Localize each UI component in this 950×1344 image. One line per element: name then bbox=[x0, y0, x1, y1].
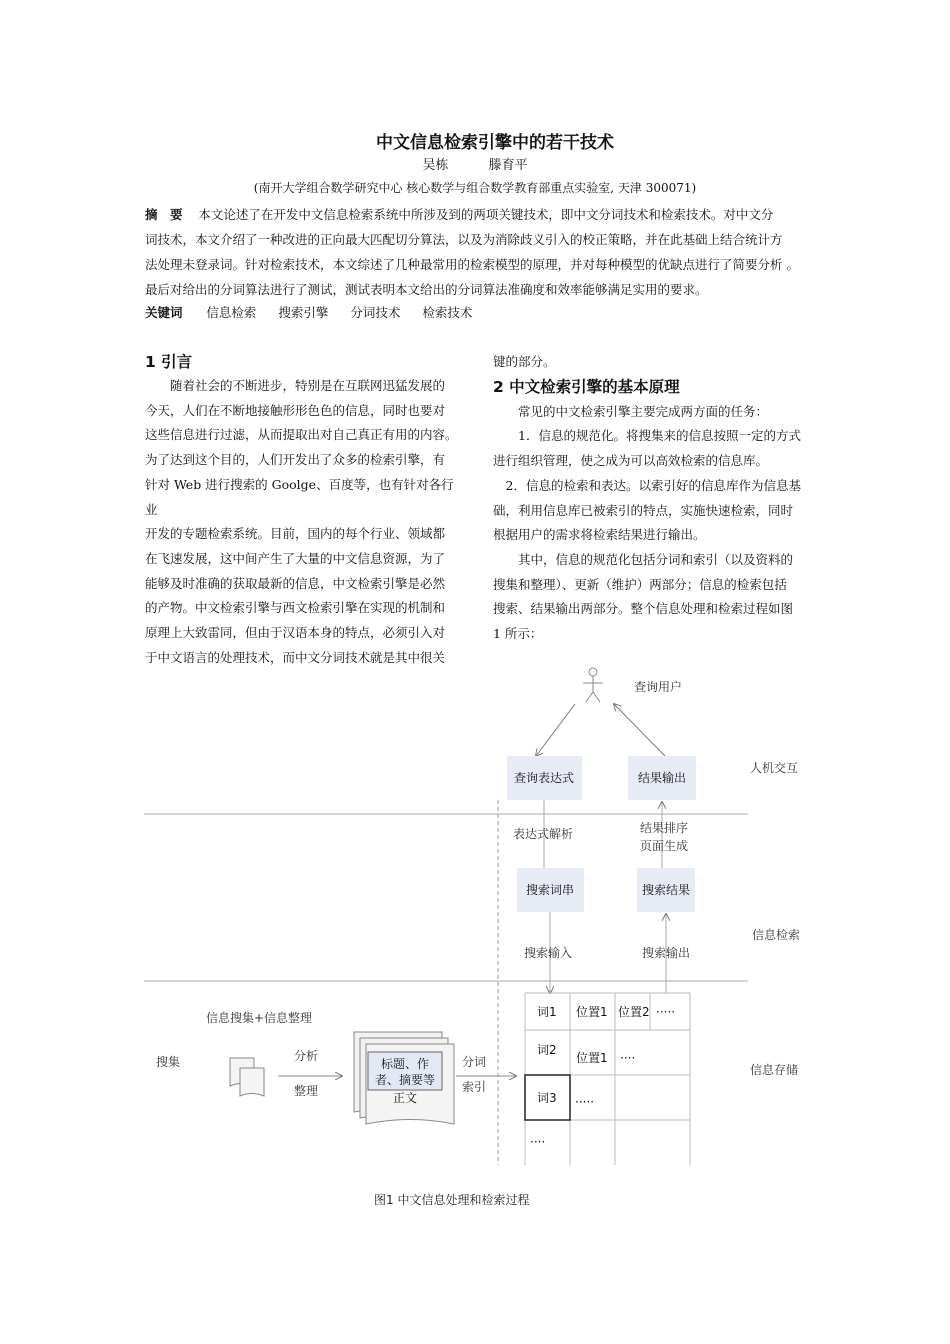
body-line: 针对 Web 进行搜索的 Goolge、百度等，也有针对各行业 bbox=[145, 476, 454, 517]
table-cell: 位置2 bbox=[618, 1005, 650, 1019]
table-cell: ···· bbox=[620, 1051, 636, 1065]
body-line: 键的部分。 bbox=[493, 354, 556, 369]
search-output-label: 搜索输出 bbox=[642, 946, 691, 960]
keyword: 检索技术 bbox=[422, 305, 473, 320]
documents-icon bbox=[230, 1058, 264, 1096]
keywords-label: 关键词 bbox=[145, 305, 183, 320]
body-line: 随着社会的不断进步，特别是在互联网迅猛发展的 bbox=[170, 378, 446, 393]
abstract-line: 法处理未登录词。针对检索技术，本文综述了几种最常用的检索模型的原理，并对每种模型的优缺点进行了简要分析 。 bbox=[145, 257, 799, 272]
arrow bbox=[536, 704, 575, 756]
table-cell: ····· bbox=[656, 1005, 676, 1019]
body-line: 的产物。中文检索引擎与西文检索引擎在实现的机制和 bbox=[145, 600, 446, 616]
left-column bbox=[145, 350, 463, 670]
doc-text-2: 者、摘要等 bbox=[374, 1073, 436, 1087]
doc-text-3: 正文 bbox=[392, 1091, 418, 1105]
body-line: 于中文语言的处理技术，而中文分词技术就是其中很关 bbox=[145, 649, 446, 665]
section1-heading: 1 引言 bbox=[145, 353, 193, 371]
collect-title: 信息搜集+信息整理 bbox=[206, 1011, 313, 1025]
user-icon bbox=[583, 668, 603, 702]
body-line: 原理上大致雷同，但由于汉语本身的特点，必须引入对 bbox=[145, 625, 446, 641]
organize-label: 整理 bbox=[294, 1084, 319, 1098]
body-line: 常见的中文检索引擎主要完成两方面的任务： bbox=[518, 403, 769, 419]
layer-interaction-label: 人机交互 bbox=[750, 761, 799, 775]
arrow bbox=[614, 704, 665, 756]
body-line: 在飞速发展，这中间产生了大量的中文信息资源，为了 bbox=[145, 550, 446, 566]
body-line: 础，利用信息库已被索引的特点，实施快速检索，同时 bbox=[493, 502, 794, 518]
keywords bbox=[145, 303, 813, 323]
table-cell: 词2 bbox=[537, 1043, 557, 1057]
analyze-label: 分析 bbox=[294, 1049, 319, 1063]
author-2: 滕育平 bbox=[488, 158, 528, 173]
authors bbox=[0, 154, 950, 173]
body-line: 1．信息的规范化。将搜集来的信息按照一定的方式 bbox=[518, 428, 801, 444]
abstract-line: 最后对给出的分词算法进行了测试，测试表明本文给出的分词算法准确度和效率能够满足实用的要求。 bbox=[145, 282, 708, 297]
figure-caption: 图1 中文信息处理和检索过程 bbox=[374, 1193, 530, 1207]
page-gen-label: 页面生成 bbox=[640, 839, 689, 853]
doc-text-1: 标题、作 bbox=[380, 1057, 430, 1071]
body-line: 搜索、结果输出两部分。整个信息处理和检索过程如图 bbox=[493, 601, 794, 617]
abstract-label: 摘 要 bbox=[145, 207, 183, 222]
table-cell: ····· bbox=[575, 1095, 595, 1109]
paper-title: 中文信息检索引擎中的若干技术 bbox=[376, 133, 614, 153]
collect-label: 搜集 bbox=[156, 1055, 181, 1069]
parse-label: 表达式解析 bbox=[513, 827, 574, 841]
segment-label: 分词 bbox=[462, 1055, 487, 1069]
search-input-label: 搜索输入 bbox=[524, 946, 573, 960]
table-cell: 位置1 bbox=[576, 1051, 608, 1065]
result-output-label: 结果输出 bbox=[637, 771, 687, 785]
abstract bbox=[145, 202, 813, 302]
body-line: 今天，人们在不断地接触形形色色的信息，同时也要对 bbox=[145, 402, 446, 418]
sort-label: 结果排序 bbox=[640, 821, 689, 835]
table-cell: 位置1 bbox=[576, 1005, 608, 1019]
keyword: 搜索引擎 bbox=[278, 305, 329, 320]
body-line: 根据用户的需求将检索结果进行输出。 bbox=[493, 527, 706, 543]
table-cell: 词3 bbox=[537, 1091, 557, 1105]
body-line: 能够及时准确的获取最新的信息，中文检索引擎是必然 bbox=[145, 575, 446, 591]
search-results-label: 搜索结果 bbox=[641, 883, 691, 897]
search-words-label: 搜索词串 bbox=[525, 883, 575, 897]
keyword: 分词技术 bbox=[350, 305, 401, 320]
body-line: 进行组织管理，使之成为可以高效检索的信息库。 bbox=[493, 453, 769, 469]
abstract-line: 本文论述了在开发中文信息检索系统中所涉及到的两项关键技术，即中文分词技术和检索技术。对中文分 bbox=[198, 207, 774, 222]
body-line: 开发的专题检索系统。目前，国内的每个行业、领域都 bbox=[145, 526, 446, 542]
body-line: 其中，信息的规范化包括分词和索引（以及资料的 bbox=[518, 551, 794, 567]
body-line: 这些信息进行过滤，从而提取出对自己真正有用的内容。 bbox=[145, 427, 458, 443]
body-line: 搜集和整理）、更新（维护）两部分；信息的检索包括 bbox=[493, 576, 787, 592]
layer-storage-label: 信息存储 bbox=[750, 1063, 799, 1077]
body-line: 为了达到这个目的，人们开发出了众多的检索引擎，有 bbox=[145, 452, 446, 468]
author-1: 吴栋 bbox=[422, 158, 449, 173]
body-line: 2．信息的检索和表达。以索引好的信息库作为信息基 bbox=[505, 477, 801, 493]
abstract-line: 词技术，本文介绍了一种改进的正向最大匹配切分算法，以及为消除歧义引入的校正策略，并在此基础上结合统计方 bbox=[145, 232, 783, 247]
query-expression-label: 查询表达式 bbox=[513, 771, 575, 785]
layer-retrieval-label: 信息检索 bbox=[752, 928, 801, 942]
figure-1 bbox=[140, 660, 820, 1220]
affiliation: (南开大学组合数学研究中心 核心数学与组合数学教育部重点实验室, 天津 300071) bbox=[253, 181, 697, 195]
right-column bbox=[493, 350, 811, 647]
table-cell: 词1 bbox=[537, 1005, 557, 1019]
keyword: 信息检索 bbox=[206, 305, 257, 320]
table-cell: ···· bbox=[530, 1135, 546, 1149]
body-line: 1 所示： bbox=[493, 626, 543, 642]
section2-heading: 2 中文检索引擎的基本原理 bbox=[493, 377, 680, 396]
user-label: 查询用户 bbox=[634, 680, 683, 694]
index-label: 索引 bbox=[462, 1080, 487, 1094]
